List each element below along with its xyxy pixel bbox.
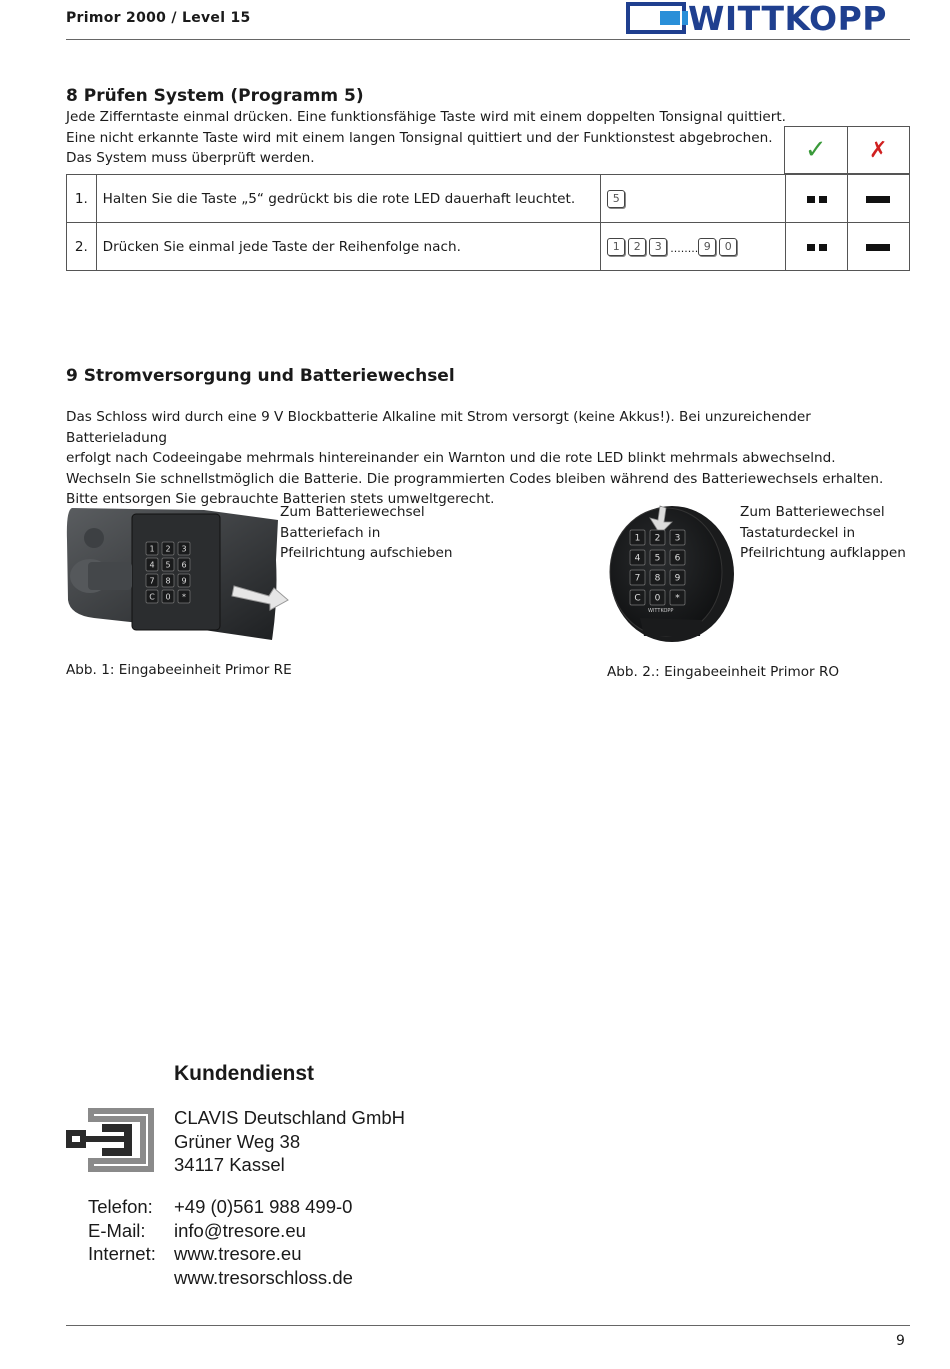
keypad-key-label: 8: [165, 576, 171, 586]
keypad-key-label: 6: [181, 560, 187, 570]
keypad-key-label: 4: [634, 553, 641, 564]
paragraph-line: erfolgt nach Codeeingabe mehrmals hintereinander ein Warnton und die rote LED blinkt mehrmals abwechselnd.: [66, 450, 836, 466]
table-row: [67, 175, 910, 223]
key-ellipsis: ........: [670, 241, 699, 255]
header-divider: [66, 39, 910, 40]
service-contact-labels: [88, 1195, 156, 1266]
ok-column-header: [785, 127, 848, 174]
paragraph-line: Bitte entsorgen Sie gebrauchte Batterien stets umweltgerecht.: [66, 491, 495, 507]
website-link[interactable]: www.tresorschloss.de: [174, 1266, 353, 1288]
key-1-icon: 1: [607, 238, 625, 256]
note-line: Zum Batteriewechsel: [280, 504, 425, 520]
keypad-key-label: 8: [654, 573, 661, 584]
section-9-heading: 9 Stromversorgung und Batteriewechsel: [66, 366, 455, 386]
page-number: 9: [896, 1333, 905, 1349]
result-legend: [784, 126, 910, 174]
keypad-key-label: 9: [674, 573, 681, 584]
section-8-heading: 8 Prüfen System (Programm 5): [66, 86, 364, 106]
keypad-key-label: 0: [165, 592, 171, 602]
step-number: 1.: [67, 175, 97, 223]
keypad-key-label: 7: [634, 573, 641, 584]
logo-wordmark: WITTKOPP: [648, 608, 674, 614]
phone-number: +49 (0)561 988 499-0: [174, 1196, 353, 1217]
logo-wordmark: WITTKOPP: [688, 0, 887, 38]
service-contact-values: [174, 1195, 353, 1289]
wittkopp-logo-mark: [626, 2, 688, 36]
keypad-key-label: 1: [149, 544, 155, 554]
keypad-key-label: 9: [181, 576, 187, 586]
table-row: [67, 223, 910, 271]
error-signal-cell: [847, 175, 909, 223]
service-address: [174, 1106, 405, 1177]
key-0-icon: 0: [719, 238, 737, 256]
step-text: Halten Sie die Taste „5“ gedrückt bis die rote LED dauerhaft leuchtet.: [96, 175, 601, 223]
section-9-paragraph: [66, 407, 916, 510]
keypad-key-label: C: [149, 592, 155, 602]
key-sequence: [601, 223, 786, 271]
keypad-key-label: 1: [634, 533, 641, 544]
wittkopp-logo: [626, 2, 910, 36]
keypad-key-label: 2: [165, 544, 171, 554]
keypad-key-label: *: [675, 593, 680, 604]
paragraph-line: Das Schloss wird durch eine 9 V Blockbatterie Alkaline mit Strom versorgt (keine Akkus!). Bei unzureichender Batterieladung: [66, 409, 811, 446]
clavis-logo-icon: [66, 1106, 156, 1174]
key-9-icon: 9: [698, 238, 716, 256]
figure-2-caption: Abb. 2.: Eingabeeinheit Primor RO: [607, 664, 840, 680]
ok-signal-cell: [786, 223, 848, 271]
paragraph-line: Wechseln Sie schnellstmöglich die Batterie. Die programmierten Codes bleiben während des Batteriewechsels erhalten.: [66, 470, 884, 487]
keypad-key-label: 4: [149, 560, 155, 570]
figure-1-note: [280, 502, 453, 564]
document-title: Primor 2000 / Level 15: [66, 10, 251, 26]
short-tone-icon: [819, 244, 827, 251]
long-tone-icon: [866, 244, 890, 251]
city: 34117 Kassel: [174, 1154, 285, 1175]
note-line: Zum Batteriewechsel: [740, 504, 885, 520]
keypad-key-label: 7: [149, 576, 155, 586]
keypad-key-label: 2: [654, 533, 661, 544]
keypad-key-label: 0: [654, 593, 661, 604]
street: Grüner Weg 38: [174, 1130, 301, 1152]
step-number: 2.: [67, 223, 97, 271]
keypad-key-label: C: [634, 593, 641, 604]
intro-line: Das System muss überprüft werden.: [66, 150, 315, 166]
test-steps-table: [66, 174, 910, 271]
short-tone-icon: [807, 196, 815, 203]
section-8-intro: [66, 107, 786, 169]
note-line: Tastaturdeckel in: [740, 524, 856, 541]
cross-icon: ✗: [869, 137, 888, 163]
error-signal-cell: [847, 223, 909, 271]
ok-signal-cell: [786, 175, 848, 223]
keypad-key-label: 3: [181, 544, 187, 554]
note-line: Batteriefach in: [280, 524, 381, 541]
note-line: Pfeilrichtung aufschieben: [280, 545, 453, 561]
key-sequence: [601, 175, 786, 223]
keypad-key-label: 5: [654, 553, 661, 564]
error-column-header: [847, 127, 909, 174]
primor-re-image: [64, 500, 290, 646]
check-icon: ✓: [804, 135, 827, 165]
email-link[interactable]: info@tresore.eu: [174, 1219, 306, 1241]
long-tone-icon: [866, 196, 890, 203]
phone-label: Telefon:: [88, 1196, 153, 1217]
note-line: Pfeilrichtung aufklappen: [740, 545, 906, 561]
keypad-key-label: *: [182, 592, 186, 602]
website-link[interactable]: www.tresore.eu: [174, 1243, 302, 1264]
step-text: Drücken Sie einmal jede Taste der Reihenfolge nach.: [96, 223, 601, 271]
short-tone-icon: [819, 196, 827, 203]
primor-ro-image: [604, 500, 736, 646]
key-2-icon: 2: [628, 238, 646, 256]
keypad-key-label: 6: [674, 553, 681, 564]
key-3-icon: 3: [649, 238, 667, 256]
footer-divider: [66, 1325, 910, 1326]
key-5-icon: 5: [607, 190, 625, 208]
email-label: E-Mail:: [88, 1219, 146, 1241]
service-heading: Kundendienst: [174, 1062, 314, 1085]
company-name: CLAVIS Deutschland GmbH: [174, 1107, 406, 1128]
web-label: Internet:: [88, 1243, 156, 1264]
keypad-key-label: 3: [674, 533, 681, 544]
short-tone-icon: [807, 244, 815, 251]
intro-line: Eine nicht erkannte Taste wird mit einem langen Tonsignal quittiert und der Funktionstest abgebrochen.: [66, 129, 773, 146]
figure-1-caption: Abb. 1: Eingabeeinheit Primor RE: [66, 662, 292, 678]
figure-2-note: [740, 502, 906, 564]
intro-line: Jede Zifferntaste einmal drücken. Eine funktionsfähige Taste wird mit einem doppelten Tonsignal quittiert.: [66, 109, 786, 125]
keypad-key-label: 5: [165, 560, 171, 570]
